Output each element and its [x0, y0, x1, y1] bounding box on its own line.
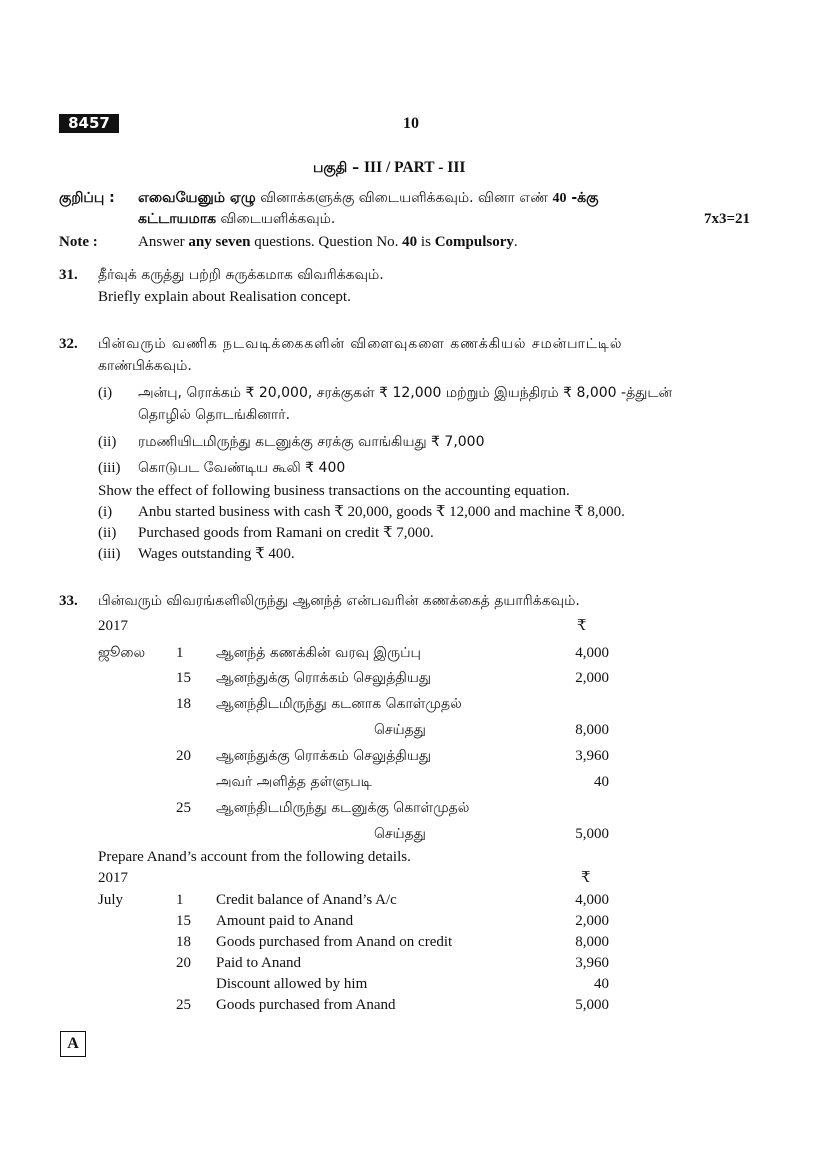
q33-english-intro: Prepare Anand’s account from the following details.	[98, 849, 411, 865]
q32-tamil-item-label: (ii)	[98, 434, 117, 450]
marks-scheme: 7x3=21	[704, 211, 751, 227]
tamil-note-line2-text: விடையளிக்கவும்.	[216, 211, 336, 227]
ledger-particulars: Goods purchased from Anand on credit	[216, 934, 453, 950]
ledger-day: 1	[176, 645, 184, 661]
q33-tamil-intro: பின்வரும் விவரங்களிலிருந்து ஆனந்த் என்பவரின் கணக்கைத் தயாரிக்கவும்.	[98, 593, 580, 609]
ledger-amount: 3,960	[575, 748, 609, 764]
ledger-particulars: ஆனந்திடமிருந்து கடனாக கொள்முதல்	[216, 696, 462, 712]
ledger-particulars: Amount paid to Anand	[216, 913, 354, 929]
ledger-amount: 3,960	[575, 955, 609, 971]
q32-tamil-item-cont: தொழில் தொடங்கினார்.	[138, 407, 291, 423]
q33-english-currency-header: ₹	[581, 870, 591, 886]
part-heading	[313, 158, 465, 178]
ledger-amount: 8,000	[575, 934, 609, 950]
tamil-note-compulsory: கட்டாயமாக	[138, 211, 217, 227]
page-number: 10	[403, 115, 419, 132]
tamil-note-line1	[138, 188, 598, 209]
part-heading-english: III / PART - III	[364, 159, 466, 176]
q32-english-item: Purchased goods from Ramani on credit ₹ 7,000.	[138, 525, 434, 541]
ledger-day: 1	[176, 892, 184, 908]
english-note-compulsory: Compulsory	[434, 234, 514, 250]
ledger-particulars: Paid to Anand	[216, 955, 301, 971]
q33-tamil-month: ஜூலை	[98, 645, 146, 661]
ledger-particulars: ஆனந்துக்கு ரொக்கம் செலுத்தியது	[216, 670, 432, 686]
ledger-particulars-cont: செய்தது	[374, 826, 426, 842]
ledger-day: 20	[176, 955, 191, 971]
q32-tamil-line2: காண்பிக்கவும்.	[98, 358, 192, 374]
ledger-particulars-cont: செய்தது	[374, 722, 426, 738]
ledger-amount: 4,000	[575, 892, 609, 908]
ledger-amount: 5,000	[575, 997, 609, 1013]
ledger-particulars: Discount allowed by him	[216, 976, 368, 992]
ledger-amount: 40	[594, 774, 609, 790]
english-note-text1: Answer	[138, 234, 189, 250]
ledger-day: 18	[176, 696, 191, 712]
question-number-33: 33.	[59, 593, 78, 609]
ledger-day: 25	[176, 800, 191, 816]
version-badge: A	[60, 1031, 86, 1057]
tamil-note-line2	[138, 209, 335, 229]
ledger-particulars: Goods purchased from Anand	[216, 997, 396, 1013]
ledger-particulars: ஆனந்துக்கு ரொக்கம் செலுத்தியது	[216, 748, 432, 764]
ledger-amount: 2,000	[575, 670, 609, 686]
english-note-qno: 40	[402, 234, 418, 250]
ledger-particulars: ஆனந்திடமிருந்து கடனுக்கு கொள்முதல்	[216, 800, 470, 816]
ledger-day: 18	[176, 934, 191, 950]
q32-tamil-line1: பின்வரும் வணிக நடவடிக்கைகளின் விளைவுகளை கணக்கியல் சமன்பாட்டில்	[98, 336, 623, 352]
tamil-note-bold: எவையேனும் ஏழு	[138, 190, 256, 206]
q32-tamil-item-label: (i)	[98, 385, 113, 401]
part-heading-tamil: பகுதி –	[313, 160, 364, 176]
q31-tamil: தீர்வுக் கருத்து பற்றி சுருக்கமாக விவரிக்கவும்.	[98, 267, 384, 283]
q32-tamil-item: அன்பு, ரொக்கம் ₹ 20,000, சரக்குகள் ₹ 12,000 மற்றும் இயந்திரம் ₹ 8,000 -த்துடன்	[138, 385, 673, 401]
q33-english-month: July	[98, 892, 124, 908]
q31-english: Briefly explain about Realisation concept.	[98, 289, 351, 305]
q32-english-item: Wages outstanding ₹ 400.	[138, 546, 295, 562]
ledger-particulars: ஆனந்த் கணக்கின் வரவு இருப்பு	[216, 645, 421, 661]
ledger-amount: 4,000	[575, 645, 609, 661]
ledger-particulars: அவர் அளித்த தள்ளுபடி	[216, 774, 372, 790]
question-number-32: 32.	[59, 336, 78, 352]
tamil-note-suffix: -க்கு	[566, 190, 599, 206]
question-number-31: 31.	[59, 267, 78, 283]
english-note-any-seven: any seven	[188, 234, 251, 250]
ledger-amount: 2,000	[575, 913, 609, 929]
english-note-label: Note :	[59, 234, 98, 250]
paper-code-badge: 8457	[59, 114, 119, 133]
tamil-note-label: குறிப்பு :	[59, 190, 115, 206]
q32-english-item: Anbu started business with cash ₹ 20,000, goods ₹ 12,000 and machine ₹ 8,000.	[138, 504, 625, 520]
ledger-day: 25	[176, 997, 191, 1013]
ledger-day: 15	[176, 670, 191, 686]
q32-english-item-label: (iii)	[98, 546, 121, 562]
q32-english-intro: Show the effect of following business transactions on the accounting equation.	[98, 483, 570, 499]
english-note-text2: questions. Question No.	[250, 234, 403, 250]
q32-tamil-item-label: (iii)	[98, 460, 121, 476]
q33-tamil-currency-header: ₹	[577, 618, 587, 634]
english-note-text4: .	[513, 234, 518, 250]
tamil-note-qno: 40	[552, 191, 567, 206]
ledger-amount: 5,000	[575, 826, 609, 842]
q33-english-year: 2017	[98, 870, 128, 886]
ledger-particulars: Credit balance of Anand’s A/c	[216, 892, 397, 908]
ledger-day: 20	[176, 748, 191, 764]
q32-english-item-label: (i)	[98, 504, 113, 520]
q33-tamil-year: 2017	[98, 618, 128, 634]
ledger-amount: 8,000	[575, 722, 609, 738]
tamil-note-text: வினாக்களுக்கு விடையளிக்கவும். வினா எண்	[255, 190, 553, 206]
ledger-amount: 40	[594, 976, 609, 992]
q32-tamil-item: ரமணியிடமிருந்து கடனுக்கு சரக்கு வாங்கியது ₹ 7,000	[138, 434, 485, 450]
q32-tamil-item: கொடுபட வேண்டிய கூலி ₹ 400	[138, 460, 346, 476]
english-note-text3: is	[417, 234, 435, 250]
ledger-day: 15	[176, 913, 191, 929]
english-note	[138, 232, 518, 252]
q32-english-item-label: (ii)	[98, 525, 117, 541]
